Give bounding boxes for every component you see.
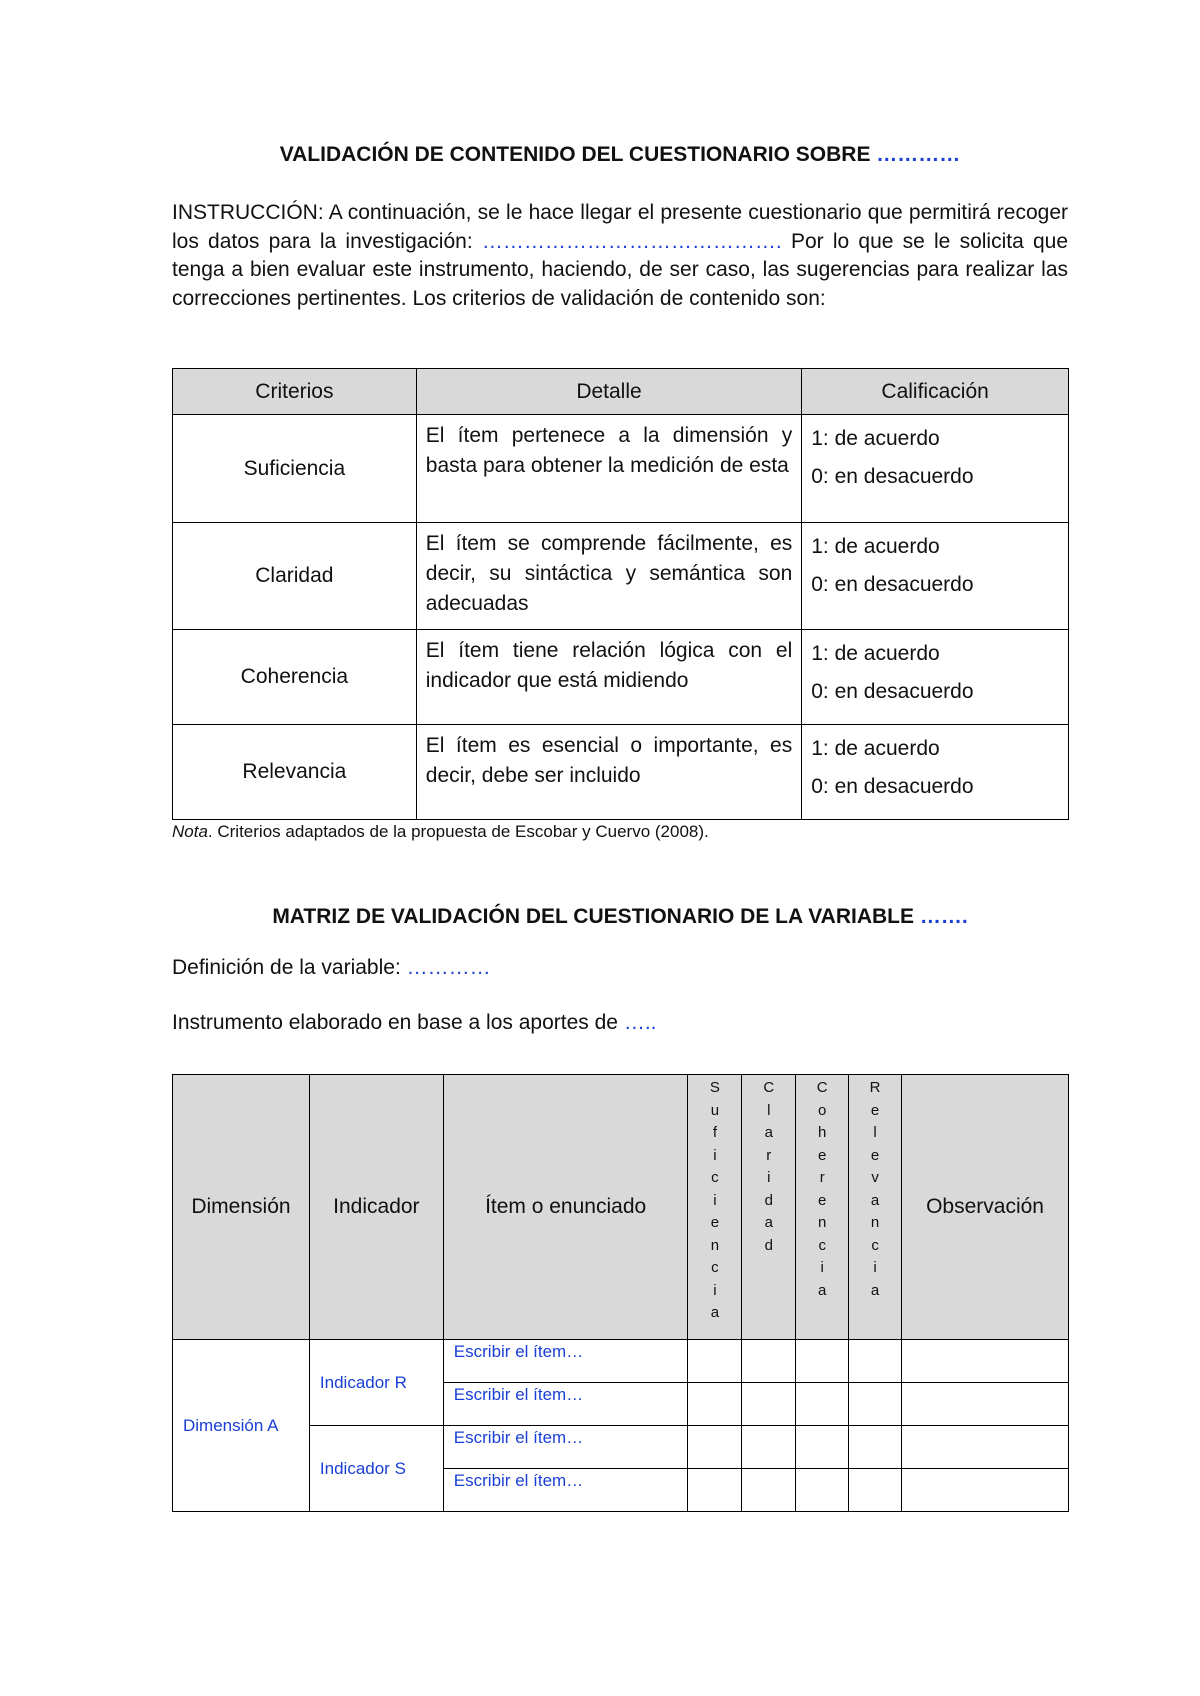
item-cell[interactable]: Escribir el ítem… <box>443 1340 688 1383</box>
header-detalle: Detalle <box>416 369 801 415</box>
criteria-row <box>173 630 1069 725</box>
title-placeholder: ………… <box>876 143 961 166</box>
indicator-cell: Indicador R <box>309 1340 443 1426</box>
rating-agree: 1: de acuerdo <box>811 737 940 760</box>
rating-disagree: 0: en desacuerdo <box>811 573 974 596</box>
criterion-rating <box>802 523 1069 630</box>
variable-definition <box>172 956 491 980</box>
claridad-cell[interactable] <box>742 1340 796 1383</box>
document-title <box>172 143 1068 167</box>
instruction-text: INSTRUCCIÓN: A continuación, se le hace llegar el presente cuestionario que permitirá recoger los datos para la investigación: <box>172 201 1068 253</box>
relevancia-cell[interactable] <box>849 1383 902 1426</box>
claridad-cell[interactable] <box>742 1383 796 1426</box>
definition-label: Definición de la variable: <box>172 956 401 979</box>
research-placeholder: ……………………………………. <box>481 229 782 253</box>
criterion-name: Suficiencia <box>173 415 417 523</box>
criterion-detail: El ítem se comprende fácilmente, es decir, su sintáctica y semántica son adecuadas <box>416 523 801 630</box>
authors-placeholder: ….. <box>623 1011 657 1034</box>
criteria-table <box>172 368 1069 820</box>
observacion-cell[interactable] <box>902 1383 1069 1426</box>
criterion-detail: El ítem tiene relación lógica con el indicador que está midiendo <box>416 630 801 725</box>
criterion-name: Relevancia <box>173 725 417 820</box>
criterion-name: Coherencia <box>173 630 417 725</box>
note-text: . Criterios adaptados de la propuesta de Escobar y Cuervo (2008). <box>207 822 709 841</box>
claridad-cell[interactable] <box>742 1469 796 1512</box>
item-cell[interactable]: Escribir el ítem… <box>443 1426 688 1469</box>
note-label: Nota <box>172 822 208 841</box>
criterion-rating <box>802 415 1069 523</box>
criterion-detail: El ítem pertenece a la dimensión y basta para obtener la medición de esta <box>416 415 801 523</box>
criteria-row <box>173 415 1069 523</box>
instrument-source <box>172 1011 656 1035</box>
suficiencia-cell[interactable] <box>688 1426 742 1469</box>
coherencia-cell[interactable] <box>796 1383 849 1426</box>
rating-agree: 1: de acuerdo <box>811 535 940 558</box>
criteria-row <box>173 725 1069 820</box>
criteria-row <box>173 523 1069 630</box>
validation-matrix <box>172 1074 1069 1512</box>
header-indicador: Indicador <box>309 1075 443 1340</box>
criterion-rating <box>802 725 1069 820</box>
suficiencia-cell[interactable] <box>688 1383 742 1426</box>
criterion-detail: El ítem es esencial o importante, es decir, debe ser incluido <box>416 725 801 820</box>
rating-disagree: 0: en desacuerdo <box>811 465 974 488</box>
criteria-header-row <box>173 369 1069 415</box>
observacion-cell[interactable] <box>902 1340 1069 1383</box>
header-coherencia: C o h e r e n c i a <box>796 1075 849 1340</box>
title-text: VALIDACIÓN DE CONTENIDO DEL CUESTIONARIO SOBRE <box>279 143 871 166</box>
header-suficiencia: S u f i c i e n c i a <box>688 1075 742 1340</box>
header-criterios: Criterios <box>173 369 417 415</box>
header-observacion: Observación <box>902 1075 1069 1340</box>
relevancia-cell[interactable] <box>849 1340 902 1383</box>
header-relevancia: R e l e v a n c i a <box>849 1075 902 1340</box>
instruction-text-2: Por lo que se le solicita que tenga a bien evaluar este instrumento, haciendo, de ser caso, las sugerencias para realizar las correcciones pertinentes. Los criterios de validación de contenido son: <box>172 229 1069 310</box>
claridad-cell[interactable] <box>742 1426 796 1469</box>
variable-placeholder: ……. <box>919 905 968 928</box>
instruction-paragraph <box>172 199 1068 313</box>
header-calificacion: Calificación <box>802 369 1069 415</box>
header-claridad: C l a r i d a d <box>742 1075 796 1340</box>
coherencia-cell[interactable] <box>796 1426 849 1469</box>
criterion-rating <box>802 630 1069 725</box>
observacion-cell[interactable] <box>902 1469 1069 1512</box>
indicator-cell: Indicador S <box>309 1426 443 1512</box>
matrix-header-row <box>173 1075 1069 1340</box>
definition-placeholder: ………… <box>406 956 491 979</box>
instrument-label: Instrumento elaborado en base a los aportes de <box>172 1011 618 1034</box>
matrix-title-text: MATRIZ DE VALIDACIÓN DEL CUESTIONARIO DE LA VARIABLE <box>272 905 914 928</box>
criterion-name: Claridad <box>173 523 417 630</box>
header-item: Ítem o enunciado <box>443 1075 688 1340</box>
item-cell[interactable]: Escribir el ítem… <box>443 1383 688 1426</box>
relevancia-cell[interactable] <box>849 1469 902 1512</box>
table-note <box>172 822 709 842</box>
dimension-cell: Dimensión A <box>173 1340 310 1512</box>
rating-agree: 1: de acuerdo <box>811 427 940 450</box>
relevancia-cell[interactable] <box>849 1426 902 1469</box>
item-cell[interactable]: Escribir el ítem… <box>443 1469 688 1512</box>
suficiencia-cell[interactable] <box>688 1469 742 1512</box>
table-row <box>173 1340 1069 1383</box>
coherencia-cell[interactable] <box>796 1340 849 1383</box>
suficiencia-cell[interactable] <box>688 1340 742 1383</box>
header-dimension: Dimensión <box>173 1075 310 1340</box>
rating-agree: 1: de acuerdo <box>811 642 940 665</box>
rating-disagree: 0: en desacuerdo <box>811 775 974 798</box>
coherencia-cell[interactable] <box>796 1469 849 1512</box>
rating-disagree: 0: en desacuerdo <box>811 680 974 703</box>
matrix-title <box>172 905 1068 929</box>
observacion-cell[interactable] <box>902 1426 1069 1469</box>
